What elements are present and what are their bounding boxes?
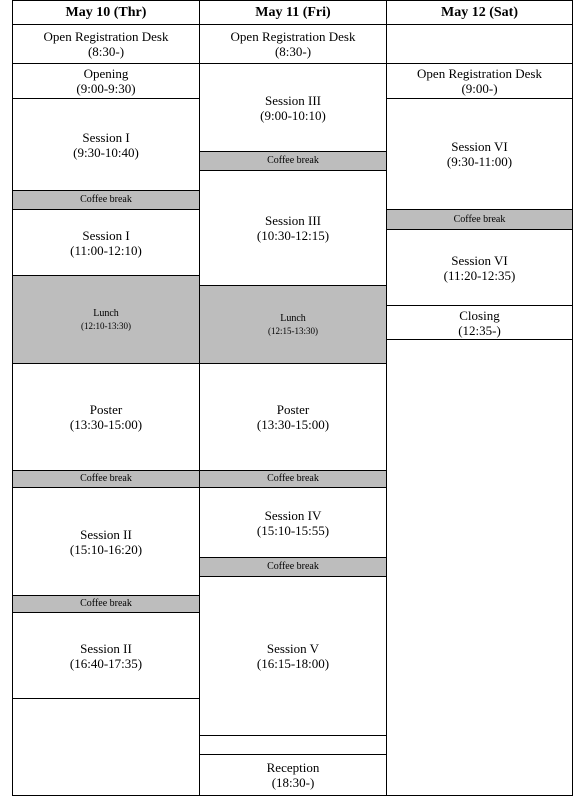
event-title: Coffee break: [267, 561, 319, 572]
day-header-2: May 11 (Fri): [199, 0, 387, 25]
event-time: (13:30-15:00): [69, 417, 143, 432]
event-time: (18:30-): [271, 775, 315, 790]
schedule-cell-empty: [386, 339, 573, 796]
event-time: (8:30-): [274, 44, 312, 59]
event-title: Open Registration Desk: [43, 29, 169, 44]
event-title: Opening: [83, 66, 129, 81]
schedule-cell-empty: [386, 24, 573, 64]
event-title: Coffee break: [80, 598, 132, 609]
day-header-1: May 10 (Thr): [12, 0, 200, 25]
schedule-cell-session-vi: [386, 98, 573, 210]
event-time: (9:30-11:00): [446, 154, 513, 169]
event-time: (15:10-15:55): [256, 522, 330, 538]
schedule-cell-lunch: [12, 275, 200, 364]
event-title: Session I: [82, 227, 130, 243]
schedule-cell-session-iii: [199, 63, 387, 152]
event-title: Closing: [459, 307, 500, 323]
event-time: (15:10-16:20): [69, 541, 143, 557]
event-time: (13:30-15:00): [256, 417, 330, 432]
event-title: Session III: [265, 213, 321, 228]
event-title: Session III: [265, 92, 321, 108]
event-title: Coffee break: [267, 155, 319, 166]
event-title: Coffee break: [80, 473, 132, 484]
event-title: Coffee break: [267, 473, 319, 484]
schedule-cell-open-registration-desk: [199, 24, 387, 64]
event-time: (12:35-): [458, 322, 501, 338]
event-title: Session I: [82, 129, 130, 145]
event-title: Lunch: [280, 312, 306, 324]
schedule-cell-session-i: [12, 209, 200, 276]
event-title: Poster: [276, 402, 310, 417]
event-time: (12:15-13:30): [268, 325, 318, 336]
schedule-cell-opening: [12, 63, 200, 99]
schedule-cell-coffee-break: [12, 595, 200, 613]
schedule-cell-session-ii: [12, 612, 200, 699]
schedule-cell-closing: [386, 305, 573, 340]
schedule-cell-open-registration-desk: [386, 63, 573, 99]
event-time: (11:20-12:35): [443, 267, 516, 283]
event-title: Session IV: [264, 507, 322, 523]
schedule-cell-session-vi: [386, 229, 573, 306]
schedule-cell-coffee-break: [199, 470, 387, 488]
schedule-cell-reception: [199, 754, 387, 796]
event-time: (9:00-9:30): [76, 81, 136, 96]
schedule-cell-session-v: [199, 576, 387, 736]
event-time: (12:10-13:30): [81, 320, 131, 331]
event-title: Session II: [80, 526, 132, 542]
event-time: (9:00-10:10): [260, 107, 326, 123]
event-title: Coffee break: [453, 213, 506, 225]
event-time: (8:30-): [87, 44, 125, 59]
schedule-cell-poster: [12, 363, 200, 471]
event-title: Session VI: [451, 252, 508, 268]
schedule-cell-session-iv: [199, 487, 387, 558]
event-title: Poster: [89, 402, 123, 417]
event-title: Reception: [266, 760, 320, 775]
schedule-cell-coffee-break: [199, 151, 387, 171]
event-title: Open Registration Desk: [230, 29, 356, 44]
day-header-3: May 12 (Sat): [386, 0, 573, 25]
schedule-cell-coffee-break: [386, 209, 573, 230]
event-time: (9:00-): [461, 81, 498, 96]
schedule-cell-coffee-break: [12, 470, 200, 488]
event-title: Session II: [80, 640, 132, 656]
schedule-cell-coffee-break: [199, 557, 387, 577]
event-time: (10:30-12:15): [256, 228, 330, 243]
event-title: Open Registration Desk: [417, 66, 542, 81]
event-title: Session V: [266, 641, 320, 656]
event-title: Coffee break: [80, 194, 132, 205]
schedule-cell-open-registration-desk: [12, 24, 200, 64]
event-time: (11:00-12:10): [70, 242, 142, 258]
event-time: (16:40-17:35): [69, 655, 143, 671]
schedule-cell-empty: [12, 698, 200, 796]
schedule-cell-coffee-break: [12, 190, 200, 210]
schedule-cell-session-ii: [12, 487, 200, 596]
event-time: (9:30-10:40): [73, 144, 139, 160]
event-title: Lunch: [93, 307, 119, 319]
schedule-cell-lunch: [199, 285, 387, 364]
schedule-cell-session-iii: [199, 170, 387, 286]
schedule-cell-poster: [199, 363, 387, 471]
event-title: Session VI: [451, 139, 508, 154]
schedule-cell-empty: [199, 735, 387, 755]
event-time: (16:15-18:00): [256, 656, 330, 671]
schedule-cell-session-i: [12, 98, 200, 191]
